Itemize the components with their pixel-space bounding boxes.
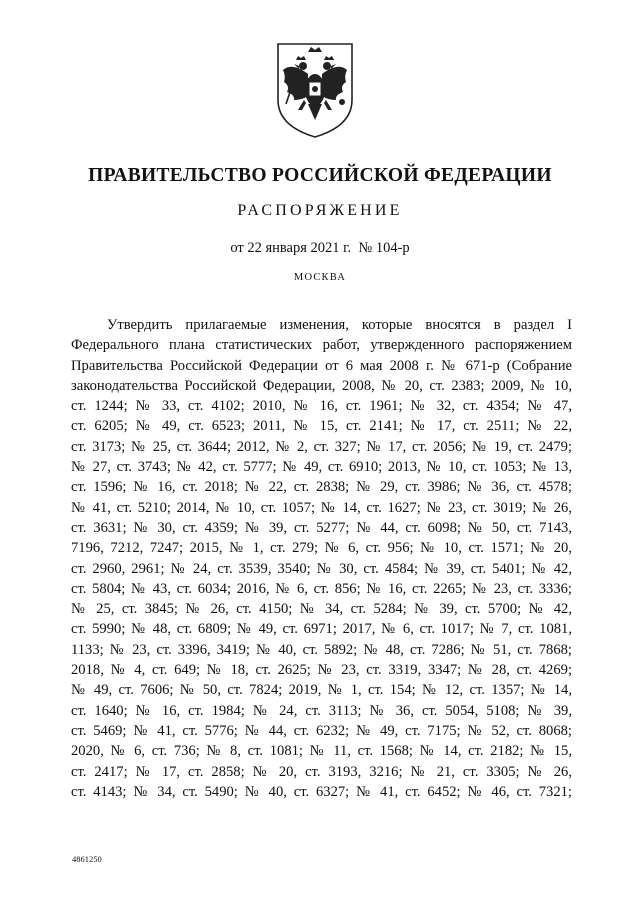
body-line: 1133; № 23, ст. 3396, 3419; № 40, ст. 5892; № 48, ст. 7286; № 51, ст. 7868; — [71, 641, 572, 658]
body-line: ст. 1244; № 33, ст. 4102; 2010, № 16, ст. 1961; № 32, ст. 4354; № 47, — [71, 398, 572, 415]
body-line: ст. 1640; № 16, ст. 1984; № 24, ст. 3113; № 36, ст. 5054, 5108; № 39, — [71, 702, 572, 719]
body-line: ст. 3631; № 30, ст. 4359; № 39, ст. 5277; № 44, ст. 6098; № 50, ст. 7143, — [71, 519, 572, 536]
body-line: законодательства Российской Федерации, 2008, № 20, ст. 2383; 2009, № 10, — [71, 377, 572, 394]
body-line: ст. 3173; № 25, ст. 3644; 2012, № 2, ст. 327; № 17, ст. 2056; № 19, ст. 2479; — [71, 438, 572, 455]
body-line: ст. 4143; № 34, ст. 5490; № 40, ст. 6327; № 41, ст. 6452; № 46, ст. 7321; — [71, 783, 572, 800]
body-line: ст. 2960, 2961; № 24, ст. 3539, 3540; № 30, ст. 4584; № 39, ст. 5401; № 42, — [71, 560, 572, 577]
document-city: МОСКВА — [293, 272, 347, 283]
body-line: Федерального плана статистических работ, утвержденного распоряжением — [71, 337, 572, 354]
government-title: ПРАВИТЕЛЬСТВО РОССИЙСКОЙ ФЕДЕРАЦИИ — [88, 165, 552, 186]
coat-of-arms-icon — [270, 40, 360, 140]
document-date-line — [0, 240, 640, 257]
body-line: № 41, ст. 5210; 2014, № 10, ст. 1057; № 14, ст. 1627; № 23, ст. 3019; № 26, — [71, 499, 572, 516]
body-line: ст. 6205; № 49, ст. 6523; 2011, № 15, ст. 2141; № 17, ст. 2511; № 22, — [71, 418, 572, 435]
document-number: № 104-р — [358, 240, 410, 256]
body-line: ст. 2417; № 17, ст. 2858; № 20, ст. 3193, 3216; № 21, ст. 3305; № 26, — [71, 763, 572, 780]
body-paragraph — [71, 315, 572, 802]
body-line: 2020, № 6, ст. 736; № 8, ст. 1081; № 11, ст. 1568; № 14, ст. 2182; № 15, — [71, 743, 572, 760]
body-line: Правительства Российской Федерации от 6 мая 2008 г. № 671-р (Собрание — [71, 357, 572, 374]
document-date: от 22 января 2021 г. — [230, 240, 352, 256]
body-line: 7196, 7212, 7247; 2015, № 1, ст. 279; № 6, ст. 956; № 10, ст. 1571; № 20, — [71, 540, 572, 557]
body-line: № 49, ст. 7606; № 50, ст. 7824; 2019, № 1, ст. 154; № 12, ст. 1357; № 14, — [71, 682, 572, 699]
body-line: ст. 5469; № 41, ст. 5776; № 44, ст. 6232; № 49, ст. 7175; № 52, ст. 8068; — [71, 722, 572, 739]
body-line: ст. 1596; № 16, ст. 2018; № 22, ст. 2838; № 29, ст. 3986; № 36, ст. 4578; — [71, 479, 572, 496]
body-line: № 25, ст. 3845; № 26, ст. 4150; № 34, ст. 5284; № 39, ст. 5700; № 42, — [71, 601, 572, 618]
document-code: 4861250 — [72, 854, 102, 864]
document-type: РАСПОРЯЖЕНИЕ — [237, 202, 403, 219]
body-line: 2018, № 4, ст. 649; № 18, ст. 2625; № 23, ст. 3319, 3347; № 28, ст. 4269; — [71, 662, 572, 679]
body-line: Утвердить прилагаемые изменения, которые вносятся в раздел I — [107, 317, 572, 333]
body-line: ст. 5990; № 48, ст. 6809; № 49, ст. 6971; 2017, № 6, ст. 1017; № 7, ст. 1081, — [71, 621, 572, 638]
body-line: ст. 5804; № 43, ст. 6034; 2016, № 6, ст. 856; № 16, ст. 2265; № 23, ст. 3336; — [71, 580, 572, 597]
body-line: № 27, ст. 3743; № 42, ст. 5777; № 49, ст. 6910; 2013, № 10, ст. 1053; № 13, — [71, 459, 572, 476]
